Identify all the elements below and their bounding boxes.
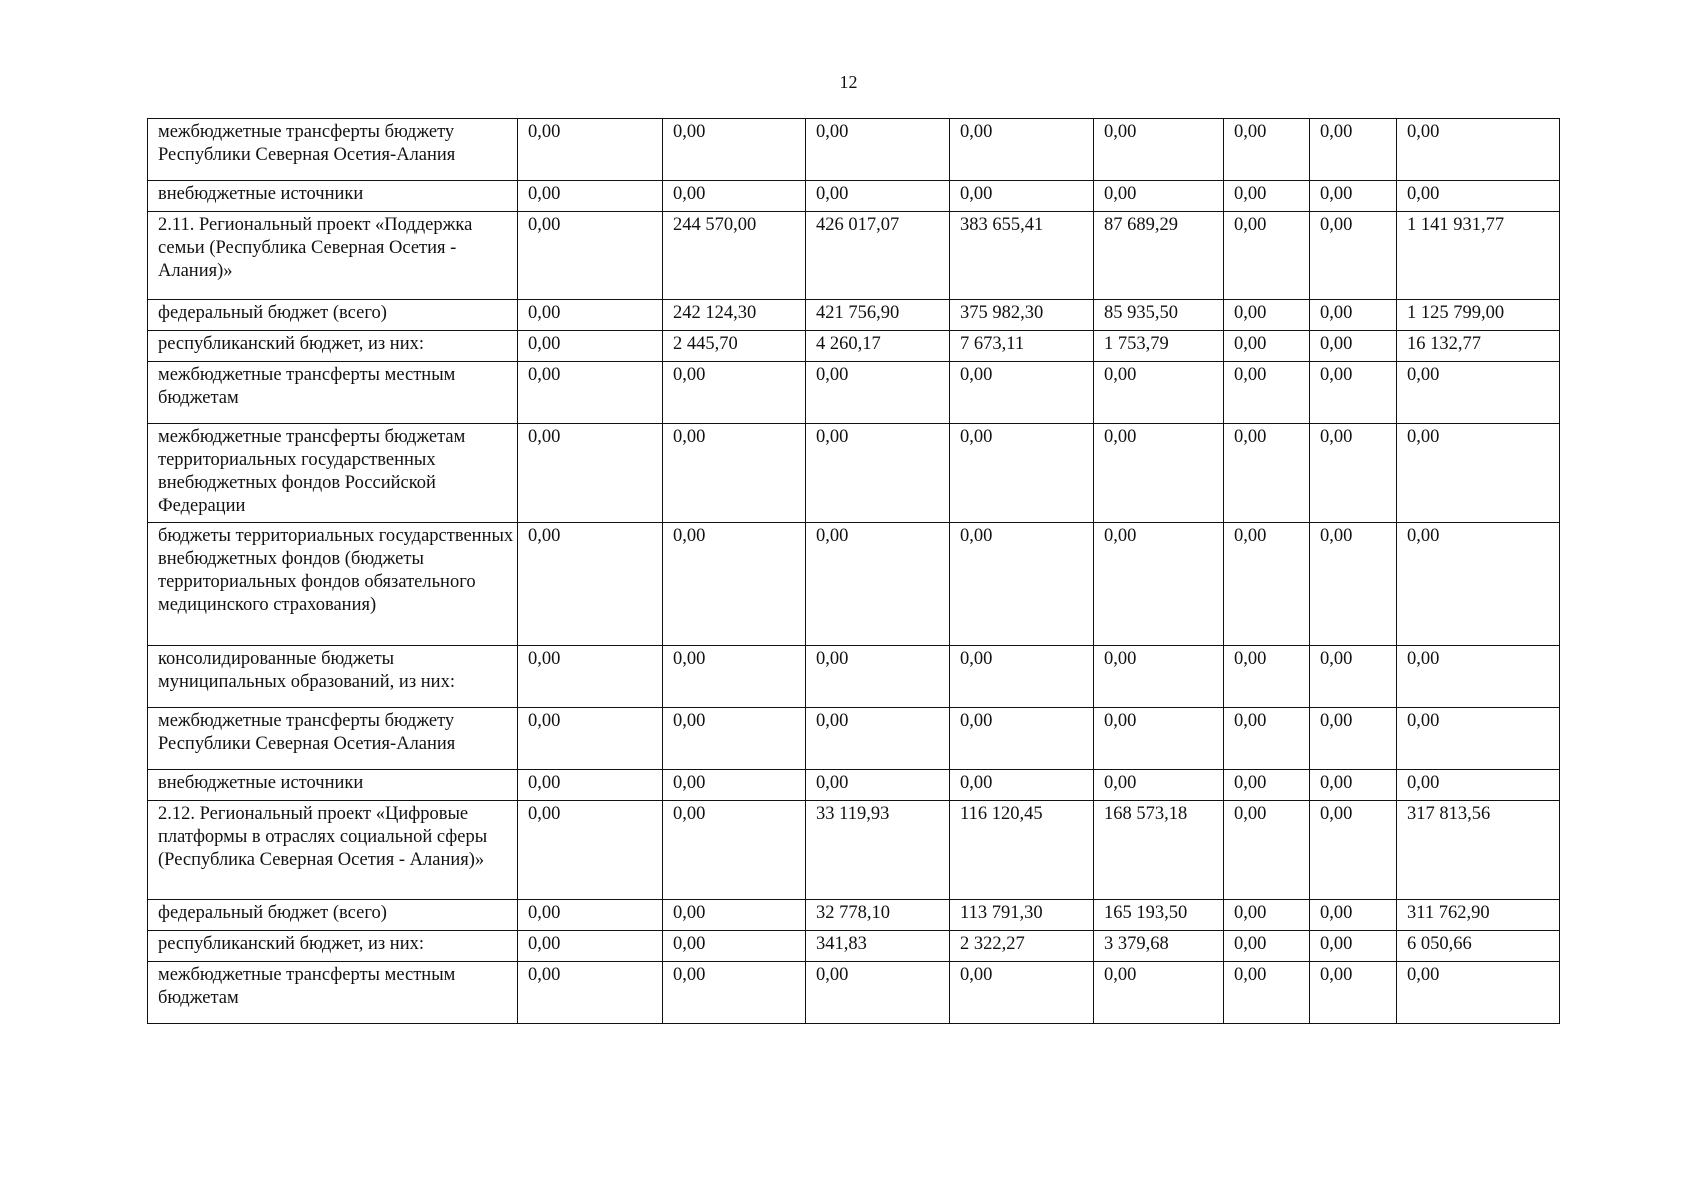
value-cell: 0,00 bbox=[663, 900, 806, 931]
value-cell: 0,00 bbox=[1224, 523, 1310, 646]
value-cell: 0,00 bbox=[1397, 770, 1560, 801]
value-cell: 0,00 bbox=[1094, 708, 1224, 770]
value-cell: 0,00 bbox=[1397, 646, 1560, 708]
value-cell: 0,00 bbox=[1310, 212, 1397, 300]
value-cell: 165 193,50 bbox=[1094, 900, 1224, 931]
value-cell: 0,00 bbox=[1224, 119, 1310, 181]
row-label: бюджеты территориальных государственных внебюджетных фондов (бюджеты территориальных фондов обязательного медицинского страхования) bbox=[148, 523, 518, 646]
value-cell: 0,00 bbox=[1397, 708, 1560, 770]
table-row bbox=[148, 708, 1560, 770]
row-label: внебюджетные источники bbox=[148, 181, 518, 212]
value-cell: 0,00 bbox=[663, 424, 806, 523]
value-cell: 0,00 bbox=[663, 646, 806, 708]
value-cell: 85 935,50 bbox=[1094, 300, 1224, 331]
value-cell: 421 756,90 bbox=[806, 300, 950, 331]
value-cell: 2 322,27 bbox=[950, 931, 1094, 962]
value-cell: 0,00 bbox=[1094, 523, 1224, 646]
value-cell: 0,00 bbox=[950, 646, 1094, 708]
value-cell: 0,00 bbox=[518, 331, 663, 362]
value-cell: 375 982,30 bbox=[950, 300, 1094, 331]
value-cell: 0,00 bbox=[518, 212, 663, 300]
value-cell: 0,00 bbox=[1310, 801, 1397, 900]
value-cell: 87 689,29 bbox=[1094, 212, 1224, 300]
value-cell: 0,00 bbox=[1224, 900, 1310, 931]
value-cell: 0,00 bbox=[663, 708, 806, 770]
value-cell: 0,00 bbox=[663, 362, 806, 424]
table-row bbox=[148, 801, 1560, 900]
table-row bbox=[148, 770, 1560, 801]
value-cell: 32 778,10 bbox=[806, 900, 950, 931]
row-label: межбюджетные трансферты бюджету Республики Северная Осетия-Алания bbox=[148, 119, 518, 181]
value-cell: 0,00 bbox=[1397, 424, 1560, 523]
value-cell: 0,00 bbox=[1310, 300, 1397, 331]
value-cell: 7 673,11 bbox=[950, 331, 1094, 362]
value-cell: 0,00 bbox=[1094, 424, 1224, 523]
value-cell: 0,00 bbox=[806, 962, 950, 1024]
value-cell: 0,00 bbox=[1094, 770, 1224, 801]
value-cell: 242 124,30 bbox=[663, 300, 806, 331]
budget-table bbox=[147, 118, 1560, 1024]
value-cell: 0,00 bbox=[1397, 181, 1560, 212]
value-cell: 0,00 bbox=[1224, 362, 1310, 424]
value-cell: 0,00 bbox=[1310, 931, 1397, 962]
value-cell: 0,00 bbox=[806, 424, 950, 523]
table-row bbox=[148, 300, 1560, 331]
value-cell: 0,00 bbox=[663, 801, 806, 900]
value-cell: 0,00 bbox=[1310, 331, 1397, 362]
value-cell: 1 141 931,77 bbox=[1397, 212, 1560, 300]
value-cell: 0,00 bbox=[806, 708, 950, 770]
value-cell: 168 573,18 bbox=[1094, 801, 1224, 900]
row-label: консолидированные бюджеты муниципальных образований, из них: bbox=[148, 646, 518, 708]
value-cell: 0,00 bbox=[950, 119, 1094, 181]
row-label: внебюджетные источники bbox=[148, 770, 518, 801]
value-cell: 0,00 bbox=[518, 300, 663, 331]
row-label: 2.12. Региональный проект «Цифровые платформы в отраслях социальной сферы (Республика Северная Осетия - Алания)» bbox=[148, 801, 518, 900]
row-label: республиканский бюджет, из них: bbox=[148, 331, 518, 362]
row-label: межбюджетные трансферты местным бюджетам bbox=[148, 962, 518, 1024]
value-cell: 4 260,17 bbox=[806, 331, 950, 362]
value-cell: 0,00 bbox=[806, 770, 950, 801]
table-row bbox=[148, 331, 1560, 362]
value-cell: 0,00 bbox=[806, 646, 950, 708]
value-cell: 0,00 bbox=[518, 523, 663, 646]
value-cell: 0,00 bbox=[1310, 962, 1397, 1024]
value-cell: 116 120,45 bbox=[950, 801, 1094, 900]
page-number: 12 bbox=[839, 72, 858, 92]
value-cell: 0,00 bbox=[950, 708, 1094, 770]
value-cell: 0,00 bbox=[1397, 962, 1560, 1024]
value-cell: 0,00 bbox=[1094, 181, 1224, 212]
value-cell: 0,00 bbox=[1310, 646, 1397, 708]
table-row bbox=[148, 212, 1560, 300]
value-cell: 0,00 bbox=[663, 181, 806, 212]
row-label: межбюджетные трансферты бюджету Республики Северная Осетия-Алания bbox=[148, 708, 518, 770]
table-row bbox=[148, 900, 1560, 931]
value-cell: 0,00 bbox=[1224, 212, 1310, 300]
value-cell: 0,00 bbox=[1224, 646, 1310, 708]
value-cell: 33 119,93 bbox=[806, 801, 950, 900]
value-cell: 0,00 bbox=[518, 962, 663, 1024]
value-cell: 311 762,90 bbox=[1397, 900, 1560, 931]
value-cell: 0,00 bbox=[518, 770, 663, 801]
value-cell: 0,00 bbox=[950, 962, 1094, 1024]
value-cell: 0,00 bbox=[1224, 331, 1310, 362]
value-cell: 0,00 bbox=[518, 362, 663, 424]
value-cell: 0,00 bbox=[1224, 770, 1310, 801]
table-row bbox=[148, 962, 1560, 1024]
value-cell: 0,00 bbox=[806, 523, 950, 646]
value-cell: 317 813,56 bbox=[1397, 801, 1560, 900]
value-cell: 0,00 bbox=[1224, 424, 1310, 523]
value-cell: 426 017,07 bbox=[806, 212, 950, 300]
value-cell: 16 132,77 bbox=[1397, 331, 1560, 362]
value-cell: 0,00 bbox=[1224, 181, 1310, 212]
value-cell: 0,00 bbox=[1310, 119, 1397, 181]
table-body bbox=[148, 119, 1560, 1024]
table-row bbox=[148, 424, 1560, 523]
value-cell: 0,00 bbox=[1224, 931, 1310, 962]
value-cell: 341,83 bbox=[806, 931, 950, 962]
value-cell: 0,00 bbox=[806, 181, 950, 212]
value-cell: 0,00 bbox=[950, 523, 1094, 646]
value-cell: 0,00 bbox=[1224, 708, 1310, 770]
value-cell: 0,00 bbox=[663, 119, 806, 181]
value-cell: 0,00 bbox=[1310, 362, 1397, 424]
value-cell: 0,00 bbox=[663, 962, 806, 1024]
value-cell: 3 379,68 bbox=[1094, 931, 1224, 962]
value-cell: 0,00 bbox=[518, 931, 663, 962]
value-cell: 0,00 bbox=[1310, 708, 1397, 770]
value-cell: 0,00 bbox=[518, 900, 663, 931]
table-row bbox=[148, 646, 1560, 708]
value-cell: 0,00 bbox=[1224, 801, 1310, 900]
value-cell: 0,00 bbox=[1224, 300, 1310, 331]
value-cell: 0,00 bbox=[1094, 362, 1224, 424]
value-cell: 0,00 bbox=[950, 362, 1094, 424]
value-cell: 0,00 bbox=[1310, 770, 1397, 801]
value-cell: 0,00 bbox=[806, 119, 950, 181]
row-label: федеральный бюджет (всего) bbox=[148, 300, 518, 331]
value-cell: 0,00 bbox=[1310, 181, 1397, 212]
table-row bbox=[148, 119, 1560, 181]
value-cell: 0,00 bbox=[663, 770, 806, 801]
value-cell: 0,00 bbox=[518, 646, 663, 708]
value-cell: 383 655,41 bbox=[950, 212, 1094, 300]
row-label: межбюджетные трансферты местным бюджетам bbox=[148, 362, 518, 424]
value-cell: 0,00 bbox=[1397, 362, 1560, 424]
value-cell: 0,00 bbox=[1094, 962, 1224, 1024]
value-cell: 0,00 bbox=[518, 801, 663, 900]
value-cell: 0,00 bbox=[1397, 119, 1560, 181]
value-cell: 0,00 bbox=[518, 424, 663, 523]
row-label: межбюджетные трансферты бюджетам территориальных государственных внебюджетных фондов Российской Федерации bbox=[148, 424, 518, 523]
value-cell: 1 753,79 bbox=[1094, 331, 1224, 362]
row-label: 2.11. Региональный проект «Поддержка семьи (Республика Северная Осетия - Алания)» bbox=[148, 212, 518, 300]
value-cell: 0,00 bbox=[518, 119, 663, 181]
value-cell: 0,00 bbox=[950, 424, 1094, 523]
value-cell: 0,00 bbox=[1094, 646, 1224, 708]
value-cell: 0,00 bbox=[1310, 900, 1397, 931]
value-cell: 0,00 bbox=[1224, 962, 1310, 1024]
row-label: республиканский бюджет, из них: bbox=[148, 931, 518, 962]
value-cell: 0,00 bbox=[663, 523, 806, 646]
table-row bbox=[148, 181, 1560, 212]
value-cell: 0,00 bbox=[1310, 523, 1397, 646]
value-cell: 0,00 bbox=[518, 708, 663, 770]
value-cell: 0,00 bbox=[1094, 119, 1224, 181]
value-cell: 2 445,70 bbox=[663, 331, 806, 362]
value-cell: 0,00 bbox=[950, 770, 1094, 801]
value-cell: 0,00 bbox=[806, 362, 950, 424]
table-row bbox=[148, 523, 1560, 646]
value-cell: 0,00 bbox=[1397, 523, 1560, 646]
table-row bbox=[148, 362, 1560, 424]
table-row bbox=[148, 931, 1560, 962]
value-cell: 244 570,00 bbox=[663, 212, 806, 300]
value-cell: 0,00 bbox=[1310, 424, 1397, 523]
row-label: федеральный бюджет (всего) bbox=[148, 900, 518, 931]
value-cell: 1 125 799,00 bbox=[1397, 300, 1560, 331]
value-cell: 0,00 bbox=[950, 181, 1094, 212]
value-cell: 0,00 bbox=[518, 181, 663, 212]
value-cell: 6 050,66 bbox=[1397, 931, 1560, 962]
value-cell: 0,00 bbox=[663, 931, 806, 962]
value-cell: 113 791,30 bbox=[950, 900, 1094, 931]
